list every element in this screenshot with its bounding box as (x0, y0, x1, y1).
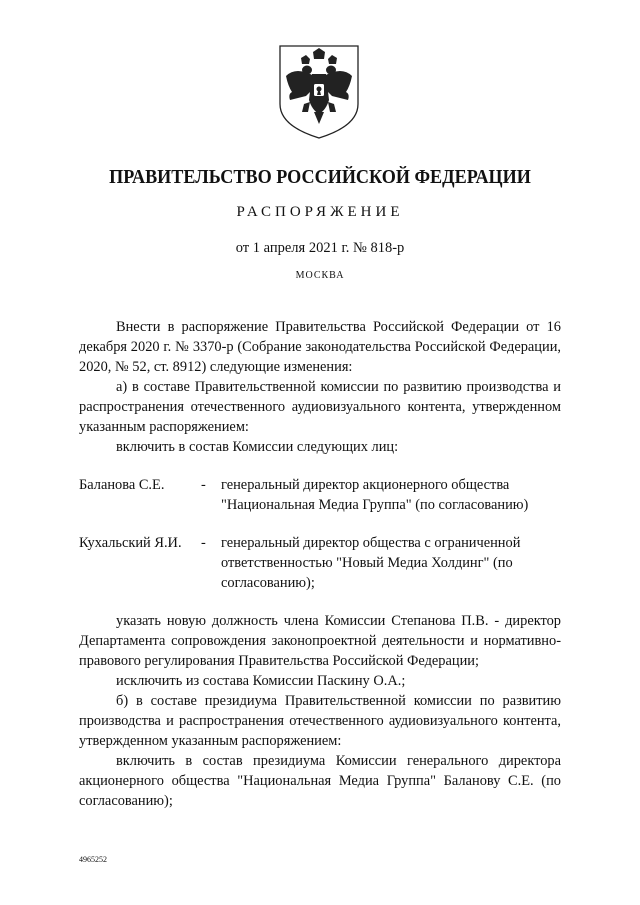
exclude-paragraph: исключить из состава Комиссии Паскину О.А.; (116, 673, 406, 689)
include-presidium-paragraph: включить в состав президиума Комиссии генерального директора акционерного общества "Национальная Медиа Группа" Баланову С.Е. (по согласованию); (79, 753, 561, 809)
list-item (79, 475, 561, 515)
member-description: генеральный директор акционерного общества "Национальная Медиа Группа" (по согласованию) (221, 477, 529, 513)
member-name: Баланова С.Е. (79, 477, 165, 493)
new-position-paragraph: указать новую должность члена Комиссии Степанова П.В. - директор Департамента сопровождения законопроектной деятельности и нормативно-правового регулирования Правительства Российской Федерации; (79, 613, 561, 669)
document-type: РАСПОРЯЖЕНИЕ (236, 204, 404, 220)
member-description: генеральный директор общества с ограниченной ответственностью "Новый Медиа Холдинг" (по согласованию); (221, 535, 521, 591)
members-list (79, 475, 561, 593)
intro-paragraph: Внести в распоряжение Правительства Российской Федерации от 16 декабря 2020 г. № 3370-р (Собрание законодательства Российской Федерации, 2020, № 52, ст. 8912) следующие изменения: (79, 319, 561, 375)
member-name: Кухальский Я.И. (79, 535, 182, 551)
issuing-city: МОСКВА (295, 270, 345, 281)
include-members-line: включить в состав Комиссии следующих лиц: (116, 439, 399, 455)
document-date-number: от 1 апреля 2021 г. № 818-р (235, 240, 405, 256)
member-dash: - (201, 477, 206, 493)
coat-of-arms-icon (274, 42, 364, 140)
member-dash: - (201, 535, 206, 551)
item-b-paragraph: б) в составе президиума Правительственной комиссии по развитию производства и распространения отечественного аудиовизуального контента, утвержденном указанным распоряжением: (79, 693, 561, 749)
item-a-paragraph: а) в составе Правительственной комиссии по развитию производства и распространения отечественного аудиовизуального контента, утвержденном указанным распоряжением: (79, 379, 561, 435)
document-body (79, 317, 561, 811)
organization-title: ПРАВИТЕЛЬСТВО РОССИЙСКОЙ ФЕДЕРАЦИИ (109, 167, 531, 188)
list-item (79, 533, 561, 593)
document-number-footer: 4965252 (79, 855, 107, 864)
